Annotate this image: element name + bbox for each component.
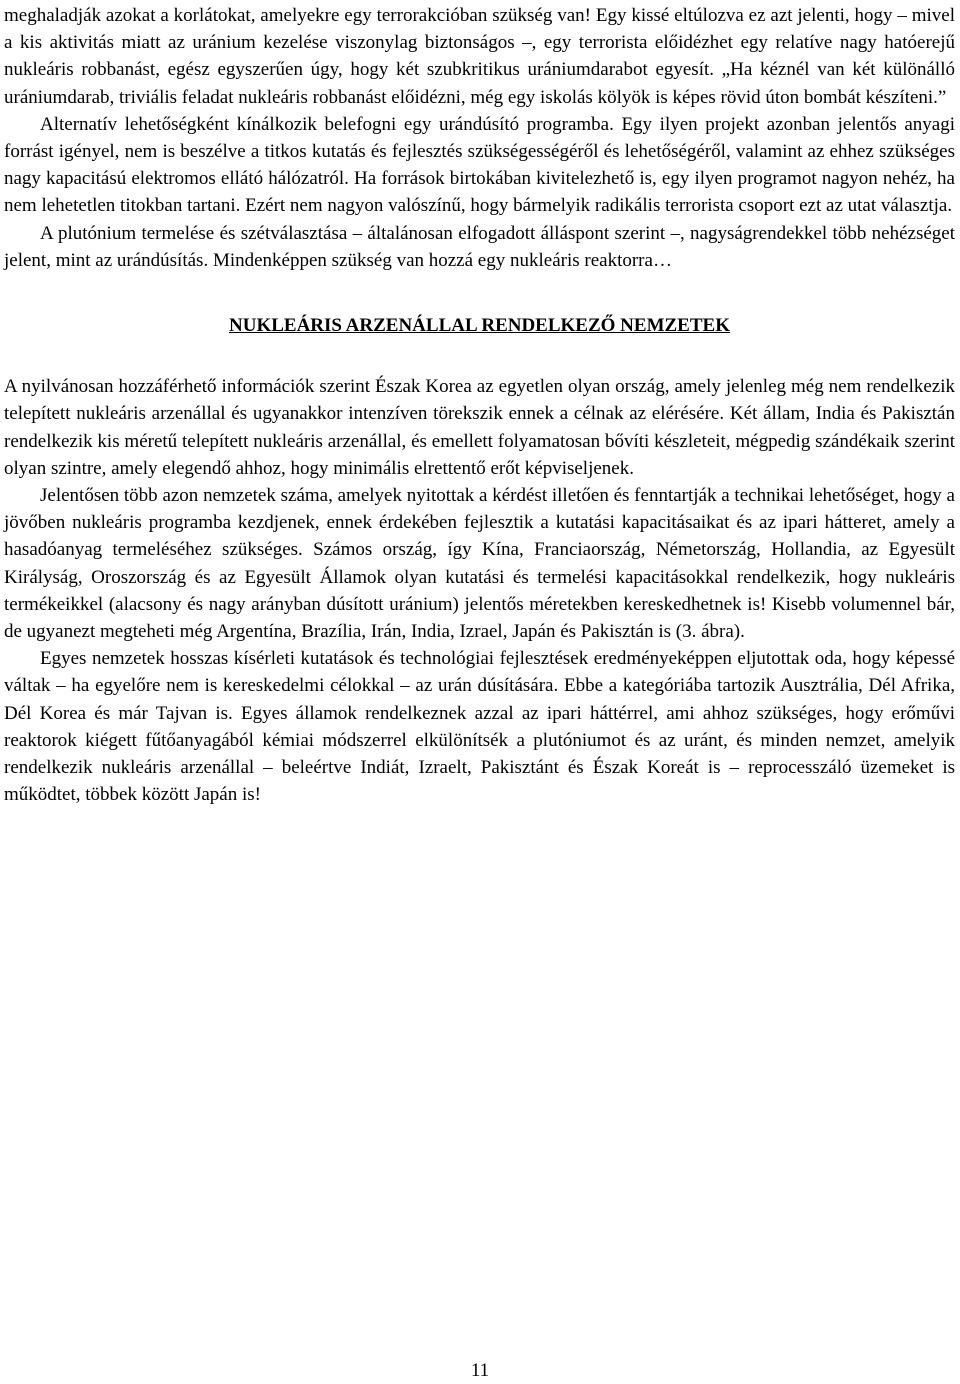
paragraph-section-2: Jelentősen több azon nemzetek száma, amelyek nyitottak a kérdést illetően és fenntartják a technikai lehetőséget, hogy a jövőben nukleáris programba kezdjenek, ennek érdekében fejlesztik a kutatási kapacitásaikat és az ipari hátteret, amely a hasadóanyag termeléséhez szükséges. Számos ország, így Kína, Franciaország, Németország, Hollandia, az Egyesült Királyság, Oroszország és az Egyesült Államok olyan kutatási és termelési kapacitásokkal rendelkezik, hogy nukleáris termékeikkel (alacsony és nagy arányban dúsított uránium) jelentős méretekben kereskedhetnek is! Kisebb volumennel bár, de ugyanezt megteheti még Argentína, Brazília, Irán, India, Izrael, Japán és Pakisztán is (3. ábra). [4, 485, 955, 643]
paragraph-intro-3: A plutónium termelése és szétválasztása – általánosan elfogadott álláspont szerint –, nagyságrendekkel több nehézséget jelent, mint az urándúsítás. Mindenképpen szükség van hozzá egy nukleáris reaktorra… [4, 222, 955, 271]
section-spacer [4, 274, 955, 312]
section-heading: NUKLEÁRIS ARZENÁLLAL RENDELKEZŐ NEMZETEK [229, 315, 730, 337]
paragraph-intro-1: meghaladják azokat a korlátokat, amelyekre egy terrorakcióban szükség van! Egy kissé eltúlozva ez azt jelenti, hogy – mivel a kis aktivitás miatt az uránium kezelése viszonylag biztonságos –, egy terrorista előidézhet egy relatíve nagy hatóerejű nukleáris robbanást, egész egyszerűen úgy, hogy két szubkritikus urániumdarabot egyesít. „Ha kéznél van két különálló urániumdarab, triviális feladat nukleáris robbanást előidézni, még egy iskolás kölyök is képes rövid úton bombát készíteni.” [4, 5, 955, 108]
page-number: 11 [470, 1360, 490, 1381]
paragraph-section-1: A nyilvánosan hozzáférhető információk szerint Észak Korea az egyetlen olyan ország, amely jelenleg még nem rendelkezik telepített nukleáris arzenállal és ugyanakkor intenzíven törekszik ennek a célnak az elérésére. Két állam, India és Pakisztán rendelkezik kis méretű telepített nukleáris arzenállal, és emellett folyamatosan bővíti készleteit, mégpedig szándékaik szerint olyan szintre, amely elegendő ahhoz, hogy minimális elrettentő erőt képviseljenek. [4, 376, 955, 479]
heading-spacer [4, 339, 955, 373]
paragraph-section-3: Egyes nemzetek hosszas kísérleti kutatások és technológiai fejlesztések eredményeképpen eljutottak oda, hogy képessé váltak – ha egyelőre nem is kereskedelmi célokkal – az urán dúsítására. Ebbe a kategóriába tartozik Ausztrália, Dél Afrika, Dél Korea és már Tajvan is. Egyes államok rendelkeznek azzal az ipari háttérrel, ami ahhoz szükséges, hogy erőművi reaktorok kiégett fűtőanyagából kémiai módszerrel elkülönítsék a plutóniumot és az uránt, és minden nemzet, amelyik rendelkezik nukleáris arzenállal – beleértve Indiát, Izraelt, Pakisztánt és Észak Koreát is – reprocesszáló üzemeket is működtet, többek között Japán is! [4, 648, 955, 806]
document-page [4, 2, 955, 808]
paragraph-intro-2: Alternatív lehetőségként kínálkozik belefogni egy urándúsító programba. Egy ilyen projekt azonban jelentős anyagi forrást igényel, nem is beszélve a titkos kutatás és fejlesztés szükségességéről és lehetőségéről, valamint az ehhez szükséges nagy kapacitású elektromos ellátó hálózatról. Ha források birtokában kivitelezhető is, egy ilyen programot nagyon nehéz, ha nem lehetetlen titokban tartani. Ezért nem nagyon valószínű, hogy bármelyik radikális terrorista csoport ezt az utat választja. [4, 113, 955, 217]
